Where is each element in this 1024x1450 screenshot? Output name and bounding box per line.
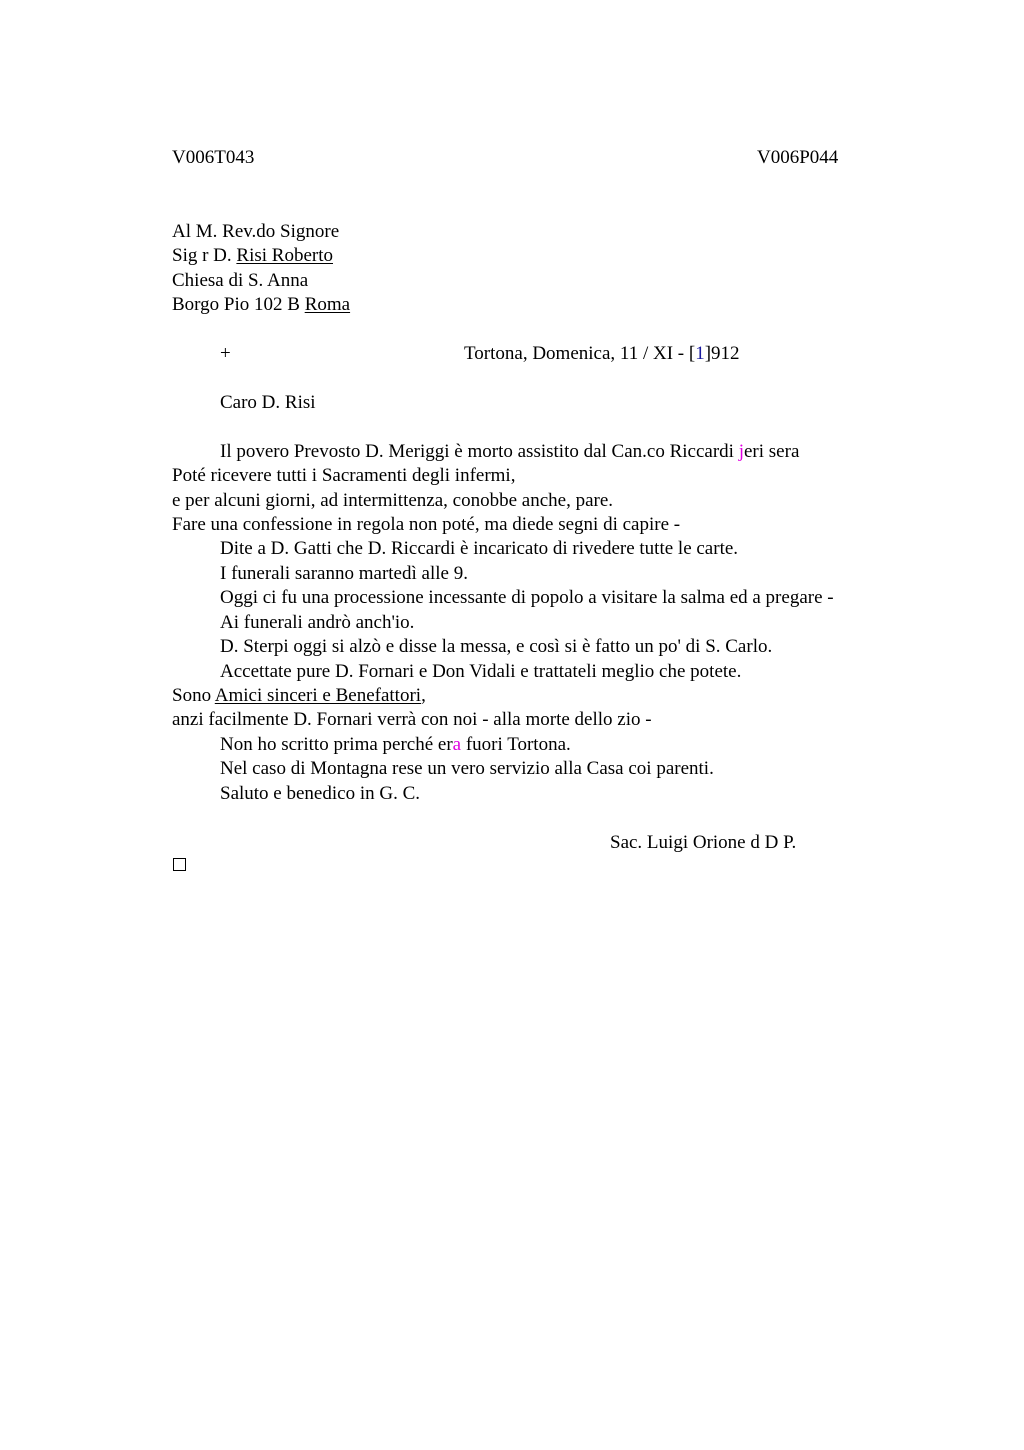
body-line-14: Nel caso di Montagna rese un vero servizio alla Casa coi parenti. [220,758,714,779]
body-line-11-start: Sono [172,685,215,706]
body-line-4: Fare una confessione in regola non poté, ma diede segni di capire - [172,514,681,535]
salutation: Caro D. Risi [220,392,316,413]
body-line-1 [220,440,799,464]
street-address: Borgo Pio 102 B [172,294,305,315]
end-box-icon [173,858,186,871]
volume-code-right: V006P044 [757,147,839,168]
body-line-8: Ai funerali andrò anch'io. [220,612,415,633]
address-line-1: Al M. Rev.do Signore [172,221,340,242]
body-line-13-correction: a [452,734,462,755]
volume-code-left: V006T043 [172,147,255,168]
address-line-3: Chiesa di S. Anna [172,270,309,291]
body-line-9: D. Sterpi oggi si alzò e disse la messa, e così si è fatto un po' di S. Carlo. [220,636,773,657]
recipient-name: Risi Roberto [236,245,333,266]
body-line-5: Dite a D. Gatti che D. Riccardi è incaricato di rivedere tutte le carte. [220,538,739,559]
body-line-13-start: Non ho scritto prima perché er [220,734,453,755]
body-line-1-text: Il povero Prevosto D. Meriggi è morto assistito dal Can.co Riccardi [220,441,739,462]
body-line-1-end: eri sera [744,441,800,462]
cross-symbol: + [220,343,231,364]
address-line-2 [172,244,333,268]
body-line-7: Oggi ci fu una processione incessante di popolo a visitare la salma ed a pregare - [220,587,834,608]
body-line-11 [172,684,426,708]
body-line-13 [220,733,571,757]
place-date-suffix: ]912 [704,343,740,364]
body-line-11-underlined: Amici sinceri e Benefattori [214,685,422,706]
body-line-10: Accettate pure D. Fornari e Don Vidali e trattateli meglio che potete. [220,661,742,682]
body-line-1-correction: j [738,441,744,462]
body-line-15: Saluto e benedico in G. C. [220,783,420,804]
signature: Sac. Luigi Orione d D P. [610,832,797,853]
body-line-3: e per alcuni giorni, ad intermittenza, conobbe anche, pare. [172,490,614,511]
recipient-city: Roma [304,294,351,315]
body-line-12: anzi facilmente D. Fornari verrà con noi - alla morte dello zio - [172,709,652,730]
body-line-11-end: , [421,685,426,706]
body-line-6: I funerali saranno martedì alle 9. [220,563,468,584]
address-line-4 [172,293,350,317]
address-title: Sig r D. [172,245,237,266]
place-date-prefix: Tortona, Domenica, 11 / XI - [ [464,343,696,364]
place-date [464,342,740,366]
body-line-2: Poté ricevere tutti i Sacramenti degli infermi, [172,465,516,486]
year-correction: 1 [695,343,705,364]
body-line-13-end: fuori Tortona. [461,734,571,755]
